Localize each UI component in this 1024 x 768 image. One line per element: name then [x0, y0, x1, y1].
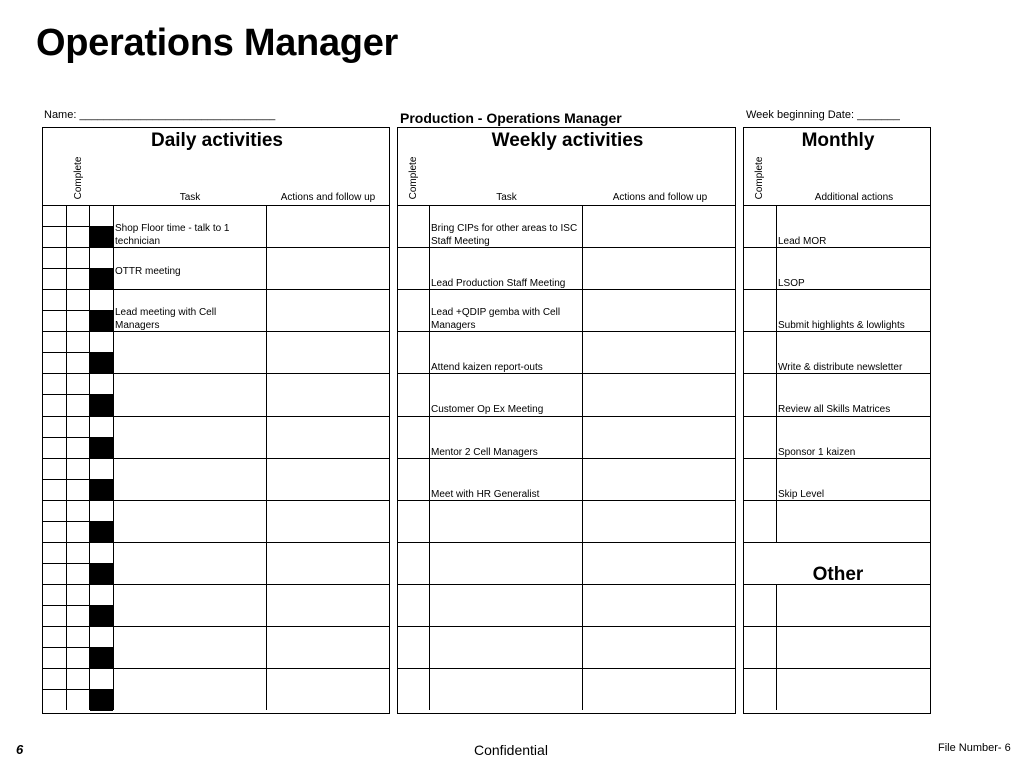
daily-actions-cell[interactable] [267, 542, 389, 584]
complete-checkbox[interactable] [67, 521, 89, 542]
complete-checkbox[interactable] [67, 416, 89, 437]
complete-checkbox[interactable] [44, 205, 66, 226]
filled-marker [90, 606, 113, 627]
other-title: Other [812, 564, 864, 585]
column-divider [429, 205, 430, 710]
monthly-additional-actions-header: Additional actions [814, 192, 894, 203]
weekly-task: Attend kaizen report-outs [431, 362, 543, 374]
complete-checkbox[interactable] [67, 310, 89, 331]
confidential-label: Confidential [474, 742, 548, 758]
filled-marker [90, 395, 113, 416]
complete-checkbox[interactable] [398, 331, 429, 373]
week-beginning-date-field[interactable]: Week beginning Date: _______ [746, 109, 900, 121]
complete-checkbox[interactable] [44, 479, 66, 500]
page-number: 6 [16, 742, 24, 757]
monthly-complete-label: Complete [754, 156, 765, 200]
complete-checkbox[interactable] [744, 247, 776, 289]
daily-actions-cell[interactable] [267, 416, 389, 458]
monthly-task: Write & distribute newsletter [778, 362, 903, 374]
complete-checkbox[interactable] [44, 521, 66, 542]
daily-task: OTTR meeting [115, 266, 181, 278]
complete-checkbox[interactable] [44, 542, 66, 563]
weekly-task-header: Task [496, 192, 517, 203]
filled-marker [90, 480, 113, 501]
weekly-task: Mentor 2 Cell Managers [431, 446, 538, 458]
weekly-actions-cell[interactable] [583, 416, 735, 458]
complete-checkbox[interactable] [67, 226, 89, 247]
row-divider [744, 542, 930, 543]
monthly-task: Skip Level [778, 488, 825, 500]
other-checkbox[interactable] [744, 626, 776, 668]
complete-checkbox[interactable] [744, 500, 776, 542]
complete-checkbox[interactable] [67, 689, 89, 710]
complete-checkbox[interactable] [744, 331, 776, 373]
daily-actions-cell[interactable] [267, 668, 389, 710]
complete-checkbox[interactable] [398, 542, 429, 584]
file-number: File Number- 6 [938, 742, 1011, 754]
weekly-actions-cell[interactable] [583, 247, 735, 289]
monthly-title: Monthly [801, 130, 875, 151]
complete-checkbox[interactable] [744, 458, 776, 500]
weekly-actions-cell[interactable] [583, 205, 735, 247]
daily-actions-header: Actions and follow up [280, 192, 376, 203]
complete-checkbox[interactable] [44, 647, 66, 668]
complete-checkbox[interactable] [44, 310, 66, 331]
complete-checkbox[interactable] [398, 205, 429, 247]
form-title: Production - Operations Manager [400, 110, 622, 126]
weekly-actions-cell[interactable] [583, 458, 735, 500]
weekly-actions-cell[interactable] [583, 500, 735, 542]
complete-checkbox[interactable] [398, 416, 429, 458]
daily-actions-cell[interactable] [267, 205, 389, 247]
filled-marker [90, 564, 113, 585]
weekly-actions-cell[interactable] [583, 584, 735, 626]
daily-actions-cell[interactable] [267, 373, 389, 415]
daily-task: Shop Floor time - talk to 1 technician [115, 223, 230, 247]
complete-checkbox[interactable] [44, 437, 66, 458]
other-checkbox[interactable] [744, 668, 776, 710]
weekly-task: Meet with HR Generalist [431, 488, 540, 500]
complete-checkbox[interactable] [44, 689, 66, 710]
complete-checkbox[interactable] [44, 289, 66, 310]
weekly-actions-cell[interactable] [583, 373, 735, 415]
weekly-actions-cell[interactable] [583, 331, 735, 373]
complete-checkbox[interactable] [44, 458, 66, 479]
complete-checkbox[interactable] [44, 247, 66, 268]
other-checkbox[interactable] [744, 584, 776, 626]
complete-checkbox[interactable] [398, 247, 429, 289]
monthly-panel [743, 127, 931, 714]
filled-marker [90, 522, 113, 543]
daily-complete-label: Complete [73, 156, 84, 200]
complete-checkbox[interactable] [67, 500, 89, 521]
complete-checkbox[interactable] [67, 437, 89, 458]
daily-actions-cell[interactable] [267, 331, 389, 373]
monthly-task: Review all Skills Matrices [778, 404, 891, 416]
weekly-actions-header: Actions and follow up [612, 192, 708, 203]
monthly-task: Sponsor 1 kaizen [778, 446, 856, 458]
complete-checkbox[interactable] [67, 331, 89, 352]
daily-task: Lead meeting with Cell Managers [115, 307, 217, 332]
complete-checkbox[interactable] [67, 205, 89, 226]
weekly-activities-panel [397, 127, 736, 714]
page-title: Operations Manager [36, 22, 399, 64]
weekly-complete-label: Complete [408, 156, 419, 200]
filled-marker [90, 353, 113, 374]
column-divider [776, 205, 777, 542]
complete-checkbox[interactable] [44, 626, 66, 647]
complete-checkbox[interactable] [67, 647, 89, 668]
weekly-activities-title: Weekly activities [491, 130, 644, 151]
column-divider [113, 205, 114, 710]
complete-checkbox[interactable] [398, 373, 429, 415]
complete-checkbox[interactable] [398, 289, 429, 331]
complete-checkbox[interactable] [44, 373, 66, 394]
complete-checkbox[interactable] [67, 563, 89, 584]
complete-checkbox[interactable] [67, 373, 89, 394]
monthly-task: Submit highlights & lowlights [778, 320, 905, 332]
complete-checkbox[interactable] [398, 584, 429, 626]
complete-checkbox[interactable] [67, 458, 89, 479]
complete-checkbox[interactable] [67, 268, 89, 289]
daily-actions-cell[interactable] [267, 289, 389, 331]
complete-checkbox[interactable] [44, 605, 66, 626]
complete-checkbox[interactable] [67, 394, 89, 415]
complete-checkbox[interactable] [44, 500, 66, 521]
daily-actions-cell[interactable] [267, 584, 389, 626]
daily-actions-cell[interactable] [267, 458, 389, 500]
complete-checkbox[interactable] [67, 605, 89, 626]
complete-checkbox[interactable] [67, 584, 89, 605]
complete-checkbox[interactable] [44, 331, 66, 352]
filled-marker [90, 438, 113, 459]
daily-activities-title: Daily activities [150, 130, 284, 151]
filled-marker [90, 269, 113, 290]
daily-actions-cell[interactable] [267, 626, 389, 668]
complete-checkbox[interactable] [744, 289, 776, 331]
complete-checkbox[interactable] [67, 289, 89, 310]
name-field[interactable]: Name: ________________________________ [44, 109, 276, 121]
complete-checkbox[interactable] [398, 500, 429, 542]
complete-checkbox[interactable] [44, 268, 66, 289]
weekly-task: Lead +QDIP gemba with Cell Managers [431, 307, 561, 332]
complete-checkbox[interactable] [44, 226, 66, 247]
weekly-actions-cell[interactable] [583, 626, 735, 668]
daily-task-header: Task [179, 192, 201, 203]
filled-marker [90, 690, 113, 711]
complete-checkbox[interactable] [44, 563, 66, 584]
complete-checkbox[interactable] [44, 668, 66, 689]
complete-checkbox[interactable] [744, 416, 776, 458]
complete-checkbox[interactable] [398, 626, 429, 668]
complete-checkbox[interactable] [67, 542, 89, 563]
complete-checkbox[interactable] [44, 416, 66, 437]
daily-actions-cell[interactable] [267, 247, 389, 289]
complete-checkbox[interactable] [44, 352, 66, 373]
filled-marker [90, 648, 113, 669]
complete-checkbox[interactable] [67, 479, 89, 500]
complete-checkbox[interactable] [67, 352, 89, 373]
complete-checkbox[interactable] [44, 584, 66, 605]
complete-checkbox[interactable] [744, 205, 776, 247]
filled-marker [90, 227, 113, 248]
weekly-task: Bring CIPs for other areas to ISC Staff Meeting [431, 223, 578, 247]
daily-activities-panel [42, 127, 390, 714]
filled-marker [90, 311, 113, 332]
monthly-task: LSOP [778, 278, 805, 290]
other-actions-cell[interactable] [777, 626, 930, 668]
complete-checkbox[interactable] [44, 394, 66, 415]
complete-checkbox[interactable] [744, 373, 776, 415]
daily-actions-cell[interactable] [267, 500, 389, 542]
other-actions-cell[interactable] [777, 668, 930, 710]
complete-checkbox[interactable] [398, 458, 429, 500]
weekly-task: Customer Op Ex Meeting [431, 404, 544, 416]
weekly-actions-cell[interactable] [583, 542, 735, 584]
complete-checkbox[interactable] [67, 626, 89, 647]
weekly-actions-cell[interactable] [583, 668, 735, 710]
monthly-task: Lead MOR [778, 236, 827, 247]
other-actions-cell[interactable] [777, 584, 930, 626]
complete-checkbox[interactable] [67, 668, 89, 689]
weekly-actions-cell[interactable] [583, 289, 735, 331]
complete-checkbox[interactable] [398, 668, 429, 710]
complete-checkbox[interactable] [67, 247, 89, 268]
weekly-task: Lead Production Staff Meeting [431, 278, 566, 290]
